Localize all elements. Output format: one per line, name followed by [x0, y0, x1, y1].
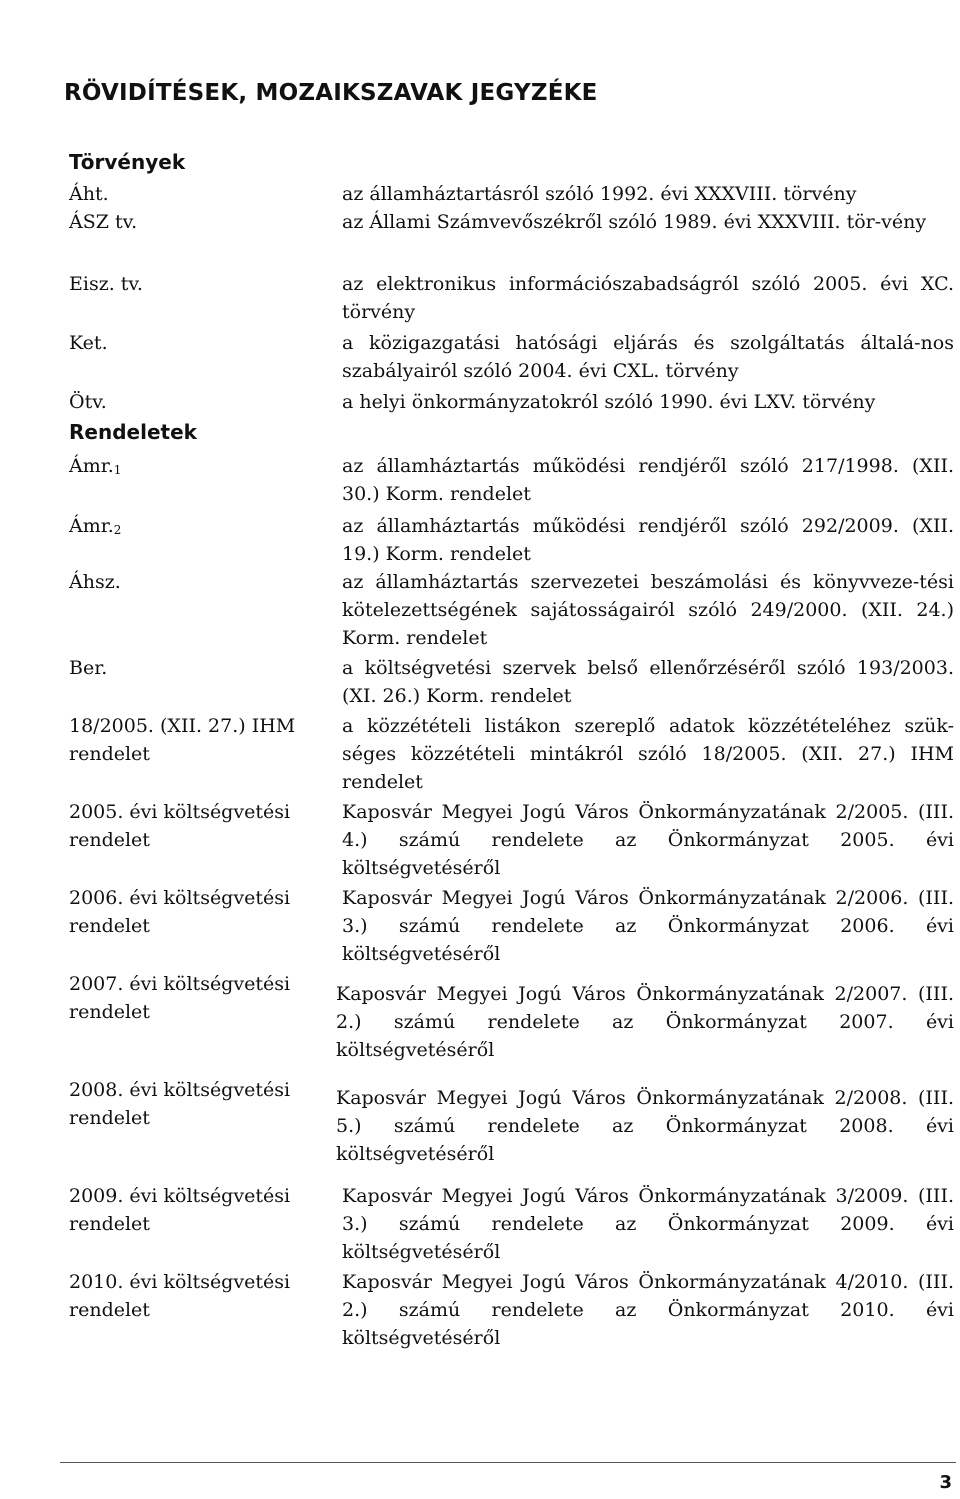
- abbreviation-text: Ámr.: [69, 515, 114, 537]
- section-heading-laws: Törvények: [69, 150, 186, 174]
- abbreviation: Áht.: [69, 183, 109, 205]
- abbreviation: 2010. évi költségvetési rendelet: [69, 1271, 291, 1321]
- abbreviation: Ötv.: [69, 391, 107, 413]
- abbreviation-subscript: 2: [113, 523, 122, 537]
- page-number: 3: [939, 1472, 952, 1493]
- definition: a közigazgatási hatósági eljárás és szolgáltatás általá-nos szabályairól szóló 2004. évi CXL. törvény: [342, 332, 954, 382]
- abbreviation: ÁSZ tv.: [69, 211, 138, 233]
- definition: a költségvetési szervek belső ellenőrzéséről szóló 193/2003. (XI. 26.) Korm. rendelet: [342, 657, 954, 707]
- definition: Kaposvár Megyei Jogú Város Önkormányzatának 3/2009. (III. 3.) számú rendelete az Önkormányzat 2009. évi költségvetéséről: [342, 1185, 954, 1263]
- abbreviation-text: Ámr.: [69, 455, 114, 477]
- definition: a közzétételi listákon szereplő adatok közzétételéhez szük-séges közzétételi mintákról szóló 18/2005. (XII. 27.) IHM rendelet: [342, 715, 954, 793]
- definition: Kaposvár Megyei Jogú Város Önkormányzatának 2/2008. (III. 5.) számú rendelete az Önkormányzat 2008. évi költségvetéséről: [336, 1087, 954, 1165]
- abbreviation: [69, 512, 319, 544]
- abbreviation: 2005. évi költségvetési rendelet: [69, 801, 291, 851]
- definition: Kaposvár Megyei Jogú Város Önkormányzatának 2/2006. (III. 3.) számú rendelete az Önkormányzat 2006. évi költségvetéséről: [342, 887, 954, 965]
- definition: az államháztartásról szóló 1992. évi XXXVIII. törvény: [342, 183, 857, 205]
- abbreviation: Ket.: [69, 332, 108, 354]
- abbreviation: Ber.: [69, 657, 108, 679]
- definition: az államháztartás szervezetei beszámolási és könyvveze-tési kötelezettségének sajátosságairól szóló 249/2000. (XII. 24.) Korm. rendelet: [342, 571, 954, 649]
- abbreviation: Eisz. tv.: [69, 273, 143, 295]
- footer-divider: [60, 1462, 956, 1463]
- definition: Kaposvár Megyei Jogú Város Önkormányzatának 2/2007. (III. 2.) számú rendelete az Önkormányzat 2007. évi költségvetéséről: [336, 983, 954, 1061]
- definition: a helyi önkormányzatokról szóló 1990. évi LXV. törvény: [342, 391, 876, 413]
- abbreviation: 2009. évi költségvetési rendelet: [69, 1185, 291, 1235]
- definition: az államháztartás működési rendjéről szóló 217/1998. (XII. 30.) Korm. rendelet: [342, 455, 954, 505]
- abbreviation: 2006. évi költségvetési rendelet: [69, 887, 291, 937]
- abbreviation: [69, 452, 319, 484]
- definition: Kaposvár Megyei Jogú Város Önkormányzatának 2/2005. (III. 4.) számú rendelete az Önkormányzat 2005. évi költségvetéséről: [342, 801, 954, 879]
- abbreviation-subscript: 1: [113, 463, 122, 477]
- page-title: RÖVIDÍTÉSEK, MOZAIKSZAVAK JEGYZÉKE: [64, 80, 598, 106]
- abbreviation: 2007. évi költségvetési rendelet: [69, 973, 291, 1023]
- section-heading-regulations: Rendeletek: [69, 420, 197, 444]
- abbreviation: 2008. évi költségvetési rendelet: [69, 1079, 291, 1129]
- abbreviation: Áhsz.: [69, 571, 121, 593]
- definition: az elektronikus információszabadságról szóló 2005. évi XC. törvény: [342, 273, 954, 323]
- abbreviation: 18/2005. (XII. 27.) IHM rendelet: [69, 715, 296, 765]
- definition: Kaposvár Megyei Jogú Város Önkormányzatának 4/2010. (III. 2.) számú rendelete az Önkormányzat 2010. évi költségvetéséről: [342, 1271, 954, 1349]
- definition: az Állami Számvevőszékről szóló 1989. évi XXXVIII. tör-vény: [342, 211, 927, 233]
- definition: az államháztartás működési rendjéről szóló 292/2009. (XII. 19.) Korm. rendelet: [342, 515, 954, 565]
